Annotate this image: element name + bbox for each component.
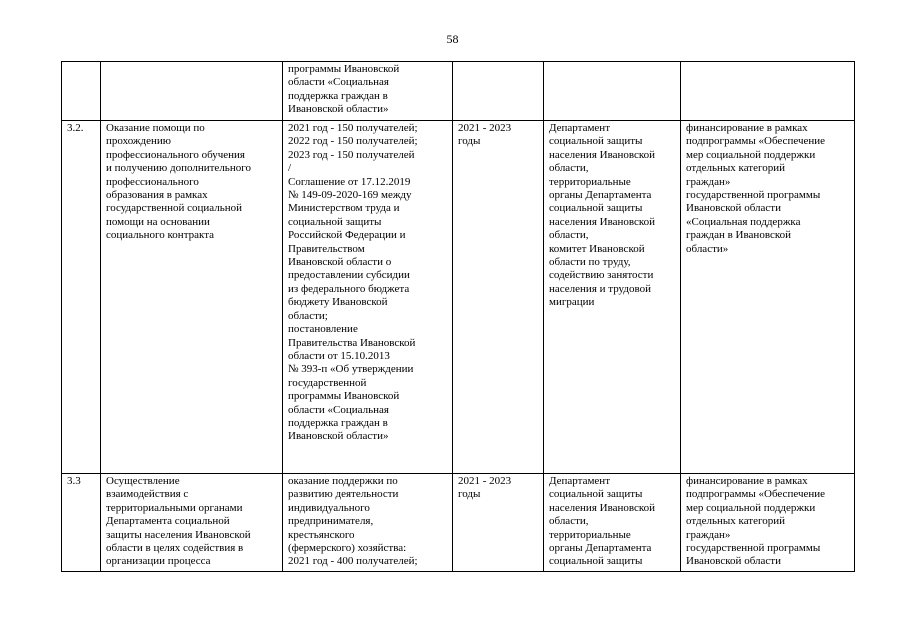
text-line: Ивановской области bbox=[686, 555, 781, 568]
cell-executor bbox=[544, 474, 681, 572]
cell-measure bbox=[101, 62, 283, 121]
text-line: профессионального bbox=[106, 175, 199, 188]
text-line: области от 15.10.2013 bbox=[288, 349, 390, 362]
cell-measure bbox=[101, 474, 283, 572]
text-line: подпрограммы «Обеспечение bbox=[686, 488, 826, 501]
text-line: поддержка граждан в bbox=[288, 89, 388, 102]
text-line: мер социальной поддержки bbox=[686, 148, 816, 161]
text-line: области «Социальная bbox=[288, 403, 389, 416]
text-line: предпринимателя, bbox=[288, 515, 374, 528]
cell-num: 3.3 bbox=[62, 474, 101, 572]
table-row-3-3 bbox=[62, 474, 855, 572]
text-line: социальной защиты bbox=[549, 202, 643, 215]
text-line: № 393-п «Об утверждении bbox=[288, 363, 414, 376]
text-line: Департамент bbox=[549, 122, 611, 134]
text-line: мер социальной поддержки bbox=[686, 501, 816, 514]
text-line: поддержка граждан в bbox=[288, 416, 388, 429]
cell-funding bbox=[681, 474, 855, 572]
text-line: программы Ивановской bbox=[288, 390, 400, 403]
text-line: 2021 год - 150 получателей; bbox=[288, 122, 418, 134]
text-line: государственной программы bbox=[686, 542, 821, 555]
text-line: Ивановской области» bbox=[288, 103, 389, 116]
text-line: социальной защиты bbox=[549, 555, 643, 568]
measures-table bbox=[61, 61, 855, 572]
text-line: 2021 - 2023 bbox=[458, 122, 512, 134]
page-number: 58 bbox=[446, 32, 459, 46]
text-line: защиты населения Ивановской bbox=[106, 528, 251, 541]
text-line: Департамента социальной bbox=[106, 515, 230, 528]
text-line: области по труду, bbox=[549, 256, 631, 269]
text-line: № 149-09-2020-169 между bbox=[288, 189, 412, 202]
text-line: (фермерского) хозяйства: bbox=[288, 542, 407, 555]
text-line: оказание поддержки по bbox=[288, 475, 398, 487]
text-line: организации процесса bbox=[106, 555, 211, 568]
text-line: социальной защиты bbox=[549, 135, 643, 148]
text-line: социальной защиты bbox=[288, 215, 382, 228]
text-line: территориальные bbox=[549, 528, 631, 541]
text-line: области в целях содействия в bbox=[106, 542, 244, 555]
text-line: содействию занятости bbox=[549, 269, 654, 282]
text-line: помощи на основании bbox=[106, 215, 210, 228]
text-line: 2023 год - 150 получателей bbox=[288, 148, 415, 161]
text-line: подпрограммы «Обеспечение bbox=[686, 135, 826, 148]
text-line: граждан» bbox=[686, 528, 731, 541]
text-line: 2021 - 2023 bbox=[458, 475, 512, 487]
text-line: профессионального обучения bbox=[106, 148, 245, 161]
text-line: годы bbox=[458, 135, 481, 148]
text-line: из федерального бюджета bbox=[288, 282, 410, 295]
text-line: 2021 год - 400 получателей; bbox=[288, 555, 418, 568]
text-line: бюджету Ивановской bbox=[288, 296, 388, 309]
text-line: граждан в Ивановской bbox=[686, 229, 791, 242]
text-line: населения и трудовой bbox=[549, 282, 651, 295]
text-line: государственной социальной bbox=[106, 202, 243, 215]
text-line: программы Ивановской bbox=[288, 63, 400, 75]
text-line: «Социальная поддержка bbox=[686, 215, 801, 228]
text-line: населения Ивановской bbox=[549, 501, 656, 514]
cell-legal-basis bbox=[283, 62, 453, 121]
text-line: миграции bbox=[549, 296, 595, 309]
text-line: Ивановской области» bbox=[288, 430, 389, 443]
text-line: Правительства Ивановской bbox=[288, 336, 416, 349]
text-line: Департамент bbox=[549, 475, 611, 487]
text-line: предоставлении субсидии bbox=[288, 269, 410, 282]
text-line: населения Ивановской bbox=[549, 148, 656, 161]
text-line: комитет Ивановской bbox=[549, 242, 645, 255]
text-line: взаимодействия с bbox=[106, 488, 189, 501]
cell-legal-basis bbox=[283, 474, 453, 572]
text-line: прохождению bbox=[106, 135, 171, 148]
text-line: Ивановской области bbox=[686, 202, 781, 215]
cell-term bbox=[453, 62, 544, 121]
text-line: крестьянского bbox=[288, 528, 355, 541]
cell-funding bbox=[681, 121, 855, 474]
text-line: населения Ивановской bbox=[549, 215, 656, 228]
table-row-continuation bbox=[62, 62, 855, 121]
text-line: Российской Федерации и bbox=[288, 229, 406, 242]
text-line: финансирование в рамках bbox=[686, 475, 808, 487]
cell-executor bbox=[544, 62, 681, 121]
text-line: территориальными органами bbox=[106, 501, 243, 514]
cell-funding bbox=[681, 62, 855, 121]
text-line: Соглашение от 17.12.2019 bbox=[288, 175, 411, 188]
cell-executor bbox=[544, 121, 681, 474]
text-line: годы bbox=[458, 488, 481, 501]
text-line: государственной программы bbox=[686, 189, 821, 202]
text-line: Ивановской области о bbox=[288, 256, 392, 269]
text-line: области, bbox=[549, 229, 589, 242]
text-line: отдельных категорий bbox=[686, 515, 786, 528]
table-row-3-2 bbox=[62, 121, 855, 474]
text-line: области, bbox=[549, 515, 589, 528]
cell-measure bbox=[101, 121, 283, 474]
text-line: развитию деятельности bbox=[288, 488, 399, 501]
cell-legal-basis bbox=[283, 121, 453, 474]
text-line: органы Департамента bbox=[549, 542, 652, 555]
text-line: области «Социальная bbox=[288, 76, 389, 89]
text-line: Министерством труда и bbox=[288, 202, 400, 215]
cell-term bbox=[453, 474, 544, 572]
text-line: / bbox=[288, 162, 292, 175]
cell-num bbox=[62, 62, 101, 121]
text-line: отдельных категорий bbox=[686, 162, 786, 175]
text-line: Оказание помощи по bbox=[106, 122, 205, 134]
text-line: социального контракта bbox=[106, 229, 215, 242]
text-line: граждан» bbox=[686, 175, 731, 188]
text-line: 2022 год - 150 получателей; bbox=[288, 135, 418, 148]
text-line: и получению дополнительного bbox=[106, 162, 251, 175]
cell-term bbox=[453, 121, 544, 474]
text-line: индивидуального bbox=[288, 501, 370, 514]
text-line: территориальные bbox=[549, 175, 631, 188]
text-line: постановление bbox=[288, 323, 358, 336]
text-line: финансирование в рамках bbox=[686, 122, 808, 134]
text-line: Осуществление bbox=[106, 475, 180, 487]
text-line: государственной bbox=[288, 376, 367, 389]
text-line: органы Департамента bbox=[549, 189, 652, 202]
text-line: Правительством bbox=[288, 242, 365, 255]
text-line: социальной защиты bbox=[549, 488, 643, 501]
text-line: области» bbox=[686, 242, 729, 255]
text-line: образования в рамках bbox=[106, 189, 208, 202]
text-line: области; bbox=[288, 309, 328, 322]
cell-num: 3.2. bbox=[62, 121, 101, 474]
text-line: области, bbox=[549, 162, 589, 175]
